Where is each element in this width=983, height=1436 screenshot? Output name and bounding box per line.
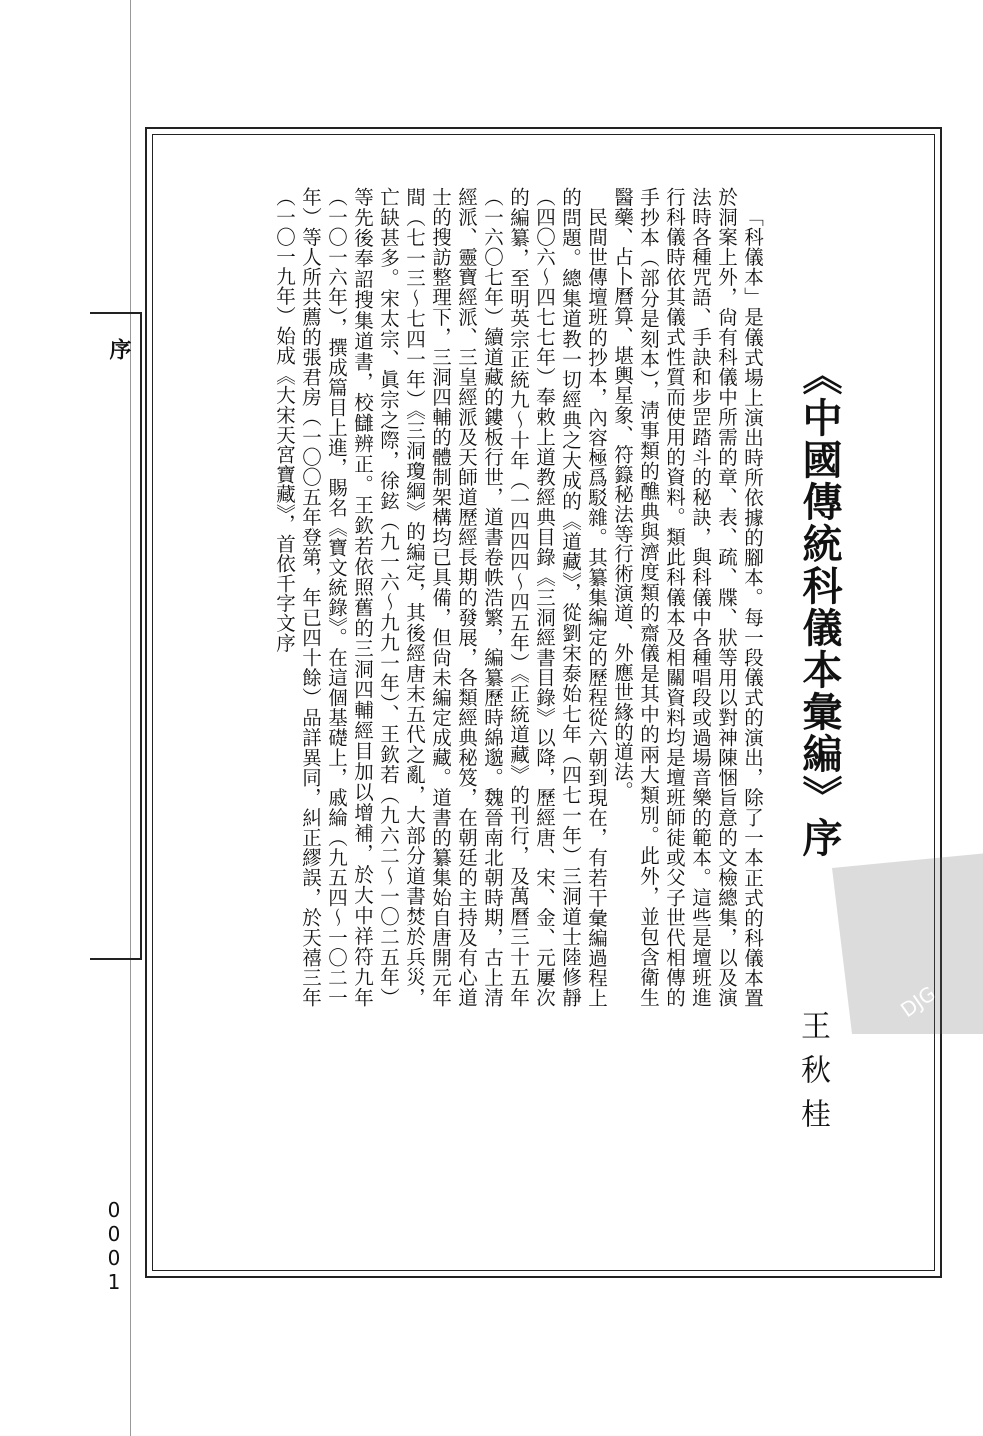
paragraph-1: 「科儀本」是儀式場上演出時所依據的腳本。每一段儀式的演出，除了一本正式的科儀本置於洞案上外，尙有科儀中所需的章、表、疏、牒、狀等用以對神陳悃旨意的文檢總集，以及演法時各種咒語、手訣和步罡踏斗的秘訣，與科儀中各種唱段或過場音樂的範本。這些是壇班進行科儀時依其儀式性質而使用的資料。類此科儀本及相關資料均是壇班師徒或父子世代相傳的手抄本（部分是刻本），淸事類的醮典與濟度類的齋儀是其中的兩大類別。此外，並包含衛生醫藥、占卜曆算、堪輿星象、符籙秘法等行術演道、外應世緣的道法。 xyxy=(611,187,764,1007)
section-tab-label: 序 xyxy=(106,338,132,360)
author-name: 王秋桂 xyxy=(795,1010,830,1142)
paragraph-2: 民間世傳壇班的抄本，內容極爲駁雜。其纂集編定的歷程從六朝到現在，有若干彙編過程上的問題。總集道教一切經典之大成的《道藏》，從劉宋泰始七年（四七一年）三洞道士陸修靜（四〇六～四七七年）奉敕上道教經典目錄《三洞經書目錄》以降，歷經唐、宋、金、元屢次的編纂，至明英宗正統九～十年（一四四四～四五年）《正統道藏》的刊行，及萬曆三十五年（一六〇七年）續道藏的鏤板行世，道書卷帙浩繁，編纂歷時綿邈。魏晉南北朝時期，古上清經派、靈寶經派、三皇經派及天師道歷經長期的發展，各類經典秘笈，在朝廷的主持及有心道士的搜訪整理下，三洞四輔的體制架構均已具備，但尙未編定成藏。道書的纂集始自唐開元年間（七一三～七四一年）《三洞瓊綱》的編定，其後經唐末五代之亂，大部分道書焚於兵災，亡缺甚多。宋太宗、眞宗之際，徐鉉（九一六～九九一年）、王欽若（九六二～一〇二五年）等先後奉詔搜集道書，校讎辨正。王欽若依照舊的三洞四輔經目加以增補，於大中祥符九年（一〇一六年），撰成篇目上進，賜名《寶文統錄》。在這個基礎上，戚綸（九五四～一〇二一年）等人所共薦的張君房（一〇〇五年登第，年已四十餘）品詳異同，糾正繆誤，於天禧三年（一〇一九年）始成《大宋天宮寶藏》，首依千字文序 xyxy=(273,187,608,1007)
page-title: 《中國傳統科儀本彙編》序 xyxy=(796,355,843,859)
page-number: 0001 xyxy=(102,1198,126,1294)
svg-text:DJG: DJG xyxy=(896,981,941,1023)
library-seal-watermark xyxy=(812,848,983,1034)
preface-body xyxy=(175,187,765,1007)
section-tab xyxy=(90,312,142,960)
